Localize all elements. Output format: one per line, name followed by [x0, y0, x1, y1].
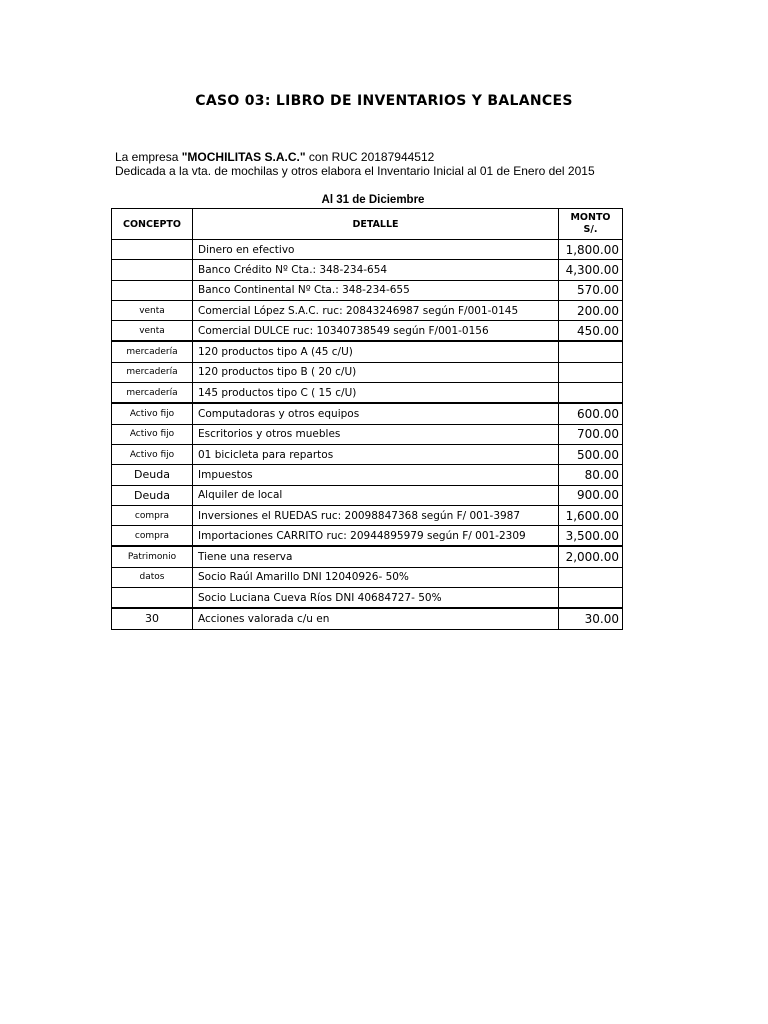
cell-concepto: venta	[112, 321, 193, 342]
cell-concepto: mercadería	[112, 362, 193, 382]
cell-detalle: Alquiler de local	[193, 485, 559, 505]
intro-prefix: La empresa	[115, 150, 179, 164]
cell-monto	[559, 588, 623, 609]
table-row	[112, 465, 623, 485]
cell-detalle: 120 productos tipo A (45 c/U)	[193, 341, 559, 362]
cell-detalle: Socio Luciana Cueva Ríos DNI 40684727- 50%	[193, 588, 559, 609]
cell-concepto: mercadería	[112, 341, 193, 362]
cell-detalle: 145 productos tipo C ( 15 c/U)	[193, 383, 559, 404]
table-row	[112, 485, 623, 505]
table-row	[112, 505, 623, 525]
cell-detalle: 01 bicicleta para repartos	[193, 444, 559, 464]
cell-concepto: compra	[112, 526, 193, 547]
cell-detalle: Inversiones el RUEDAS ruc: 20098847368 según F/ 001-3987	[193, 505, 559, 525]
cell-concepto: Activo fijo	[112, 403, 193, 424]
cell-monto: 200.00	[559, 300, 623, 320]
cell-monto: 1,800.00	[559, 240, 623, 260]
cell-detalle: Comercial DULCE ruc: 10340738549 según F/001-0156	[193, 321, 559, 342]
cell-concepto: Activo fijo	[112, 444, 193, 464]
cell-monto: 30.00	[559, 608, 623, 629]
table-row	[112, 526, 623, 547]
cell-detalle: Escritorios y otros muebles	[193, 424, 559, 444]
company-name: "MOCHILITAS S.A.C."	[181, 150, 306, 164]
cell-monto: 4,300.00	[559, 260, 623, 280]
cell-concepto: 30	[112, 608, 193, 629]
cell-concepto	[112, 588, 193, 609]
cell-monto: 500.00	[559, 444, 623, 464]
cell-monto	[559, 567, 623, 587]
table-row	[112, 424, 623, 444]
cell-detalle: Dinero en efectivo	[193, 240, 559, 260]
page-title: CASO 03: LIBRO DE INVENTARIOS Y BALANCES	[195, 93, 573, 109]
cell-detalle: Tiene una reserva	[193, 546, 559, 567]
header-monto	[559, 209, 623, 240]
table-row	[112, 260, 623, 280]
cell-monto: 1,600.00	[559, 505, 623, 525]
header-monto-line2: S/.	[583, 224, 598, 235]
cell-concepto: Patrimonio	[112, 546, 193, 567]
cell-concepto: Deuda	[112, 485, 193, 505]
table-row	[112, 341, 623, 362]
cell-monto: 570.00	[559, 280, 623, 300]
table-row	[112, 300, 623, 320]
table-row	[112, 403, 623, 424]
cell-detalle: Importaciones CARRITO ruc: 20944895979 según F/ 001-2309	[193, 526, 559, 547]
cell-concepto	[112, 240, 193, 260]
cell-concepto: Deuda	[112, 465, 193, 485]
cell-monto	[559, 383, 623, 404]
cell-concepto: venta	[112, 300, 193, 320]
cell-concepto: datos	[112, 567, 193, 587]
table-row	[112, 383, 623, 404]
cell-detalle: Impuestos	[193, 465, 559, 485]
header-concepto: CONCEPTO	[112, 209, 193, 240]
table-row	[112, 362, 623, 382]
intro-line-1	[115, 150, 595, 164]
cell-detalle: Socio Raúl Amarillo DNI 12040926- 50%	[193, 567, 559, 587]
cell-monto: 2,000.00	[559, 546, 623, 567]
table-row	[112, 240, 623, 260]
cell-monto: 3,500.00	[559, 526, 623, 547]
table-header-row	[112, 209, 623, 240]
cell-monto: 80.00	[559, 465, 623, 485]
cell-concepto: compra	[112, 505, 193, 525]
date-label: Al 31 de Diciembre	[321, 194, 425, 206]
header-monto-line1: MONTO	[570, 212, 611, 223]
table-row	[112, 588, 623, 609]
table-row	[112, 444, 623, 464]
cell-detalle: Acciones valorada c/u en	[193, 608, 559, 629]
cell-monto: 700.00	[559, 424, 623, 444]
cell-monto	[559, 341, 623, 362]
cell-detalle: Banco Continental Nº Cta.: 348-234-655	[193, 280, 559, 300]
cell-detalle: Comercial López S.A.C. ruc: 20843246987 según F/001-0145	[193, 300, 559, 320]
cell-monto: 600.00	[559, 403, 623, 424]
table-row	[112, 280, 623, 300]
header-detalle: DETALLE	[193, 209, 559, 240]
cell-concepto	[112, 260, 193, 280]
cell-monto: 900.00	[559, 485, 623, 505]
table-row	[112, 608, 623, 629]
cell-detalle: 120 productos tipo B ( 20 c/U)	[193, 362, 559, 382]
cell-detalle: Computadoras y otros equipos	[193, 403, 559, 424]
cell-concepto: mercadería	[112, 383, 193, 404]
inventory-table	[111, 208, 623, 630]
table-row	[112, 567, 623, 587]
cell-monto	[559, 362, 623, 382]
table-row	[112, 321, 623, 342]
cell-concepto: Activo fijo	[112, 424, 193, 444]
cell-concepto	[112, 280, 193, 300]
table-row	[112, 546, 623, 567]
intro-ruc: con RUC 20187944512	[308, 150, 435, 164]
cell-monto: 450.00	[559, 321, 623, 342]
cell-detalle: Banco Crédito Nº Cta.: 348-234-654	[193, 260, 559, 280]
intro-line-2: Dedicada a la vta. de mochilas y otros elabora el Inventario Inicial al 01 de Enero del 2015	[115, 164, 595, 178]
